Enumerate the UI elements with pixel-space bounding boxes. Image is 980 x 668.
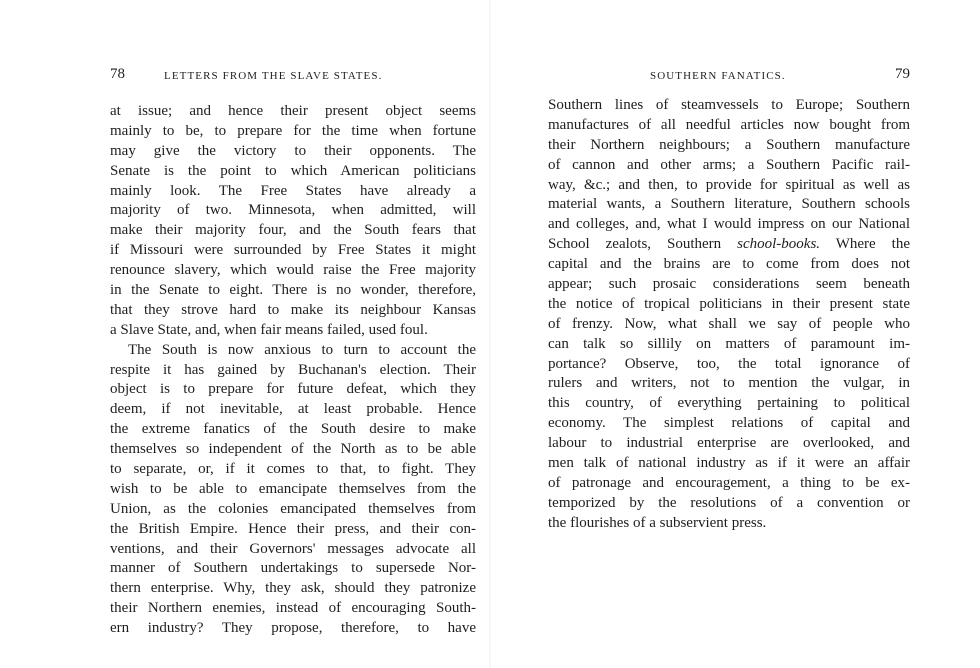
text-line: respite it has gained by Buchanan's election. Their: [110, 361, 476, 378]
text-line: labour to industrial enterprise are overlooked, and: [548, 435, 910, 452]
text-line: temporized by the resolutions of a convention or: [548, 494, 910, 511]
text-line-segment: School zealots, Southern: [548, 236, 738, 253]
text-line: and colleges, and, what I would impress on our National: [548, 216, 910, 233]
text-line: rulers and writers, not to mention the vulgar, in: [548, 375, 910, 392]
text-line: material wants, a Southern literature, Southern schools: [548, 196, 910, 213]
text-line: mainly look. The Free States have already a: [110, 182, 476, 199]
left-body-text: [110, 102, 476, 639]
text-line: make their majority four, and the South fears that: [110, 222, 476, 239]
text-line: men talk of national industry as if it were an affair: [548, 455, 910, 472]
italic-book-term: school-books.: [737, 236, 821, 253]
left-running-title: LETTERS FROM THE SLAVE STATES.: [164, 70, 383, 82]
text-line: Southern lines of steamvessels to Europe; Southern: [548, 97, 910, 113]
text-line: wish to be able to emancipate themselves from the: [110, 480, 476, 497]
text-line: of cannon and other arms; a Southern Pacific rail-: [548, 156, 910, 173]
text-line: manner of Southern undertakings to supersede Nor-: [110, 560, 476, 577]
text-line: to separate, or, if it comes to that, to fight. They: [110, 461, 476, 478]
right-body-text: [548, 96, 910, 534]
text-line: that they strove hard to make its neighbour Kansas: [110, 301, 476, 318]
text-line: of frenzy. Now, what shall we say of people who: [548, 315, 910, 332]
text-line: thern enterprise. Why, they ask, should they patronize: [110, 580, 476, 597]
text-line: the British Empire. Hence their press, and their con-: [110, 520, 476, 537]
text-line: The South is now anxious to turn to account the: [128, 341, 476, 358]
text-line: the extreme fanatics of the South desire to make: [110, 421, 476, 438]
text-line: capital and the brains are to come from does not: [548, 256, 910, 273]
text-line: manufactures of all needful articles now bought from: [548, 116, 910, 133]
text-line: [548, 235, 910, 255]
text-line: deem, if not inevitable, at least probable. Hence: [110, 401, 476, 418]
text-line: Senate is the point to which American politicians: [110, 162, 476, 179]
text-line: renounce slavery, which would raise the Free majority: [110, 262, 476, 279]
text-line: their Northern neighbours; a Southern manufacture: [548, 136, 910, 153]
text-line: object is to prepare for future defeat, which they: [110, 381, 476, 398]
text-line: in the Senate to eight. There is no wonder, therefore,: [110, 282, 476, 299]
right-running-head: [548, 66, 910, 86]
text-line: may give the victory to their opponents. The: [110, 142, 476, 159]
text-line: at issue; and hence their present object seems: [110, 103, 476, 119]
right-running-title: SOUTHERN FANATICS.: [650, 70, 786, 82]
text-line: ern industry? They propose, therefore, to have: [110, 620, 476, 637]
text-line: economy. The simplest relations of capital and: [548, 415, 910, 432]
text-line: the notice of tropical politicians in their present state: [548, 295, 910, 312]
text-line: the flourishes of a subservient press.: [548, 514, 767, 531]
text-line: way, &c.; and then, to provide for spiritual as well as: [548, 176, 910, 193]
text-line: themselves so independent of the North as to be able: [110, 441, 476, 458]
text-line: Union, as the colonies emancipated themselves from: [110, 500, 476, 517]
text-line: if Missouri were surrounded by Free States it might: [110, 242, 476, 259]
right-page-number: 79: [895, 66, 910, 82]
text-line: appear; such prosaic considerations seem beneath: [548, 276, 910, 293]
text-line-segment: Where the: [820, 236, 910, 253]
text-line: a Slave State, and, when fair means failed, used foul.: [110, 321, 428, 338]
text-line: portance? Observe, too, the total ignorance of: [548, 355, 910, 372]
text-line: ventions, and their Governors' messages advocate all: [110, 540, 476, 557]
text-line: of patronage and encouragement, a thing to be ex-: [548, 474, 910, 491]
text-line: can talk so sillily on matters of paramount im-: [548, 335, 910, 352]
text-line: majority of two. Minnesota, when admitted, will: [110, 202, 476, 219]
text-line: mainly to be, to prepare for the time when fortune: [110, 122, 476, 139]
text-line: this country, of everything pertaining to political: [548, 395, 910, 412]
text-line: their Northern enemies, instead of encouraging South-: [110, 600, 476, 617]
left-running-head: [110, 66, 476, 86]
page-gutter: [489, 0, 491, 668]
left-page-number: 78: [110, 66, 125, 82]
